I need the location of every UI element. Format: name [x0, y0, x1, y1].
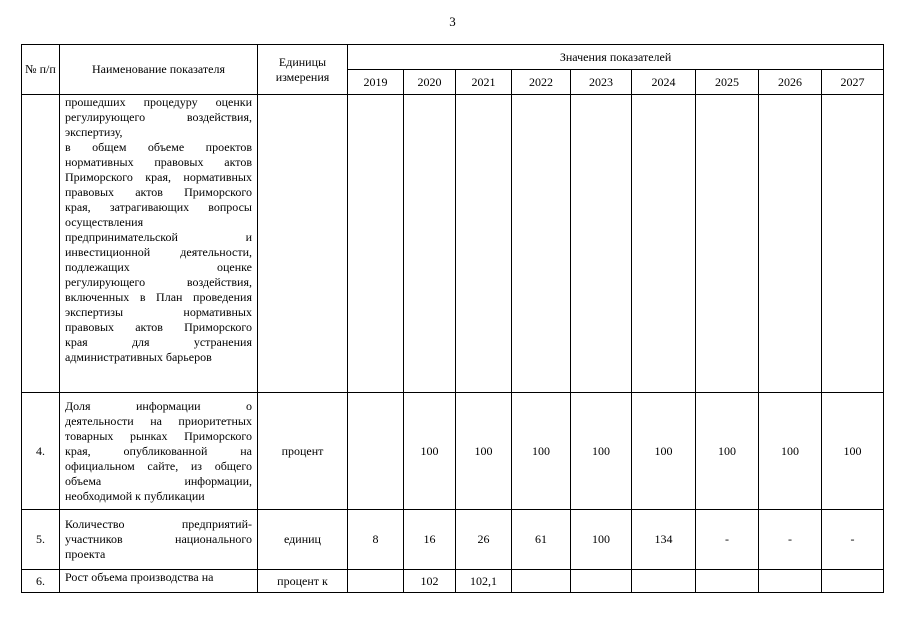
value-cell-2025: 100: [696, 393, 759, 510]
value-cell-2024: 100: [632, 393, 696, 510]
indicator-name-line: правовых актов Приморского: [65, 185, 252, 199]
indicator-name: [60, 510, 258, 570]
value-cell-2024: [632, 570, 696, 593]
indicator-name-line: инвестиционной деятельности,: [65, 245, 252, 259]
indicator-name-line: административных барьеров: [65, 350, 212, 364]
indicator-name-line: проекта: [65, 547, 106, 561]
value-cell-2026: [759, 570, 822, 593]
indicator-name-line: предпринимательской и: [65, 230, 252, 244]
year-header-2022: 2022: [512, 70, 571, 95]
indicator-name-line: прошедших процедуру оценки: [65, 95, 252, 109]
value-cell-2020: [404, 95, 456, 393]
unit-cell: единиц: [258, 510, 348, 570]
indicator-name-line: осуществления: [65, 215, 144, 229]
indicator-name-line: экспертизы нормативных: [65, 305, 252, 319]
table-row: [22, 393, 884, 510]
value-cell-2019: [348, 570, 404, 593]
indicator-name-line: края, опубликованной на: [65, 443, 252, 458]
value-cell-2023: 100: [571, 510, 632, 570]
value-cell-2025: [696, 95, 759, 393]
value-cell-2021: 26: [456, 510, 512, 570]
indicator-name-line: регулирующего воздействия,: [65, 275, 252, 289]
col-header-values: Значения показателей: [348, 45, 884, 70]
row-number: 5.: [22, 510, 60, 570]
value-cell-2019: [348, 393, 404, 510]
year-header-2020: 2020: [404, 70, 456, 95]
value-cell-2024: 134: [632, 510, 696, 570]
indicator-name-line: Доля информации о: [65, 398, 252, 413]
value-cell-2026: -: [759, 510, 822, 570]
col-header-num: № п/п: [22, 45, 60, 95]
indicator-name: [60, 95, 258, 393]
indicator-name-line: Рост объема производства на: [65, 570, 214, 584]
indicator-name: [60, 393, 258, 510]
indicator-name-line: включенных в План проведения: [65, 290, 252, 304]
header-row: [22, 45, 884, 70]
unit-cell: процент: [258, 393, 348, 510]
value-cell-2021: 100: [456, 393, 512, 510]
value-cell-2020: 102: [404, 570, 456, 593]
unit-cell: [258, 95, 348, 393]
value-cell-2023: 100: [571, 393, 632, 510]
row-number: 6.: [22, 570, 60, 593]
value-cell-2026: [759, 95, 822, 393]
indicator-name-line: регулирующего воздействия,: [65, 110, 252, 124]
value-cell-2021: [456, 95, 512, 393]
year-header-2025: 2025: [696, 70, 759, 95]
value-cell-2026: 100: [759, 393, 822, 510]
row-number: 4.: [22, 393, 60, 510]
value-cell-2027: [822, 570, 884, 593]
value-cell-2022: 100: [512, 393, 571, 510]
year-header-2027: 2027: [822, 70, 884, 95]
value-cell-2027: [822, 95, 884, 393]
table-body: [22, 95, 884, 593]
indicator-name-line: правовых актов Приморского: [65, 320, 252, 334]
unit-cell: процент к: [258, 570, 348, 593]
value-cell-2025: -: [696, 510, 759, 570]
indicator-name-line: Количество предприятий-: [65, 517, 252, 531]
indicator-name-line: товарных рынках Приморского: [65, 428, 252, 443]
page-number: 3: [449, 14, 456, 29]
value-cell-2027: -: [822, 510, 884, 570]
indicator-name-line: в общем объеме проектов: [65, 140, 252, 154]
value-cell-2020: 100: [404, 393, 456, 510]
value-cell-2020: 16: [404, 510, 456, 570]
col-header-name: Наименование показателя: [60, 45, 258, 95]
value-cell-2022: [512, 95, 571, 393]
indicator-name-line: официальном сайте, из общего: [65, 458, 252, 473]
year-header-2023: 2023: [571, 70, 632, 95]
value-cell-2024: [632, 95, 696, 393]
indicators-table: [21, 44, 884, 593]
value-cell-2022: 61: [512, 510, 571, 570]
value-cell-2021: 102,1: [456, 570, 512, 593]
indicator-name-line: подлежащих оценке: [65, 260, 252, 274]
indicator-name-line: края для устранения: [65, 335, 252, 349]
value-cell-2023: [571, 570, 632, 593]
indicator-name-line: объема информации,: [65, 473, 252, 488]
year-header-2026: 2026: [759, 70, 822, 95]
table-row: [22, 95, 884, 393]
value-cell-2023: [571, 95, 632, 393]
indicator-name-line: деятельности на приоритетных: [65, 413, 252, 428]
indicator-name-line: экспертизу,: [65, 125, 123, 139]
year-header-2019: 2019: [348, 70, 404, 95]
indicator-name-line: необходимой к публикации: [65, 488, 205, 503]
value-cell-2022: [512, 570, 571, 593]
row-number: [22, 95, 60, 393]
indicator-name: [60, 570, 258, 593]
value-cell-2019: [348, 95, 404, 393]
indicator-name-line: нормативных правовых актов: [65, 155, 252, 169]
col-header-unit: Единицы измерения: [258, 45, 348, 95]
year-header-2024: 2024: [632, 70, 696, 95]
indicator-name-line: участников национального: [65, 532, 252, 546]
indicator-name-line: края, затрагивающих вопросы: [65, 200, 252, 214]
table-row: [22, 570, 884, 593]
indicator-name-line: Приморского края, нормативных: [65, 170, 252, 184]
year-header-2021: 2021: [456, 70, 512, 95]
value-cell-2027: 100: [822, 393, 884, 510]
value-cell-2019: 8: [348, 510, 404, 570]
table-row: [22, 510, 884, 570]
value-cell-2025: [696, 570, 759, 593]
